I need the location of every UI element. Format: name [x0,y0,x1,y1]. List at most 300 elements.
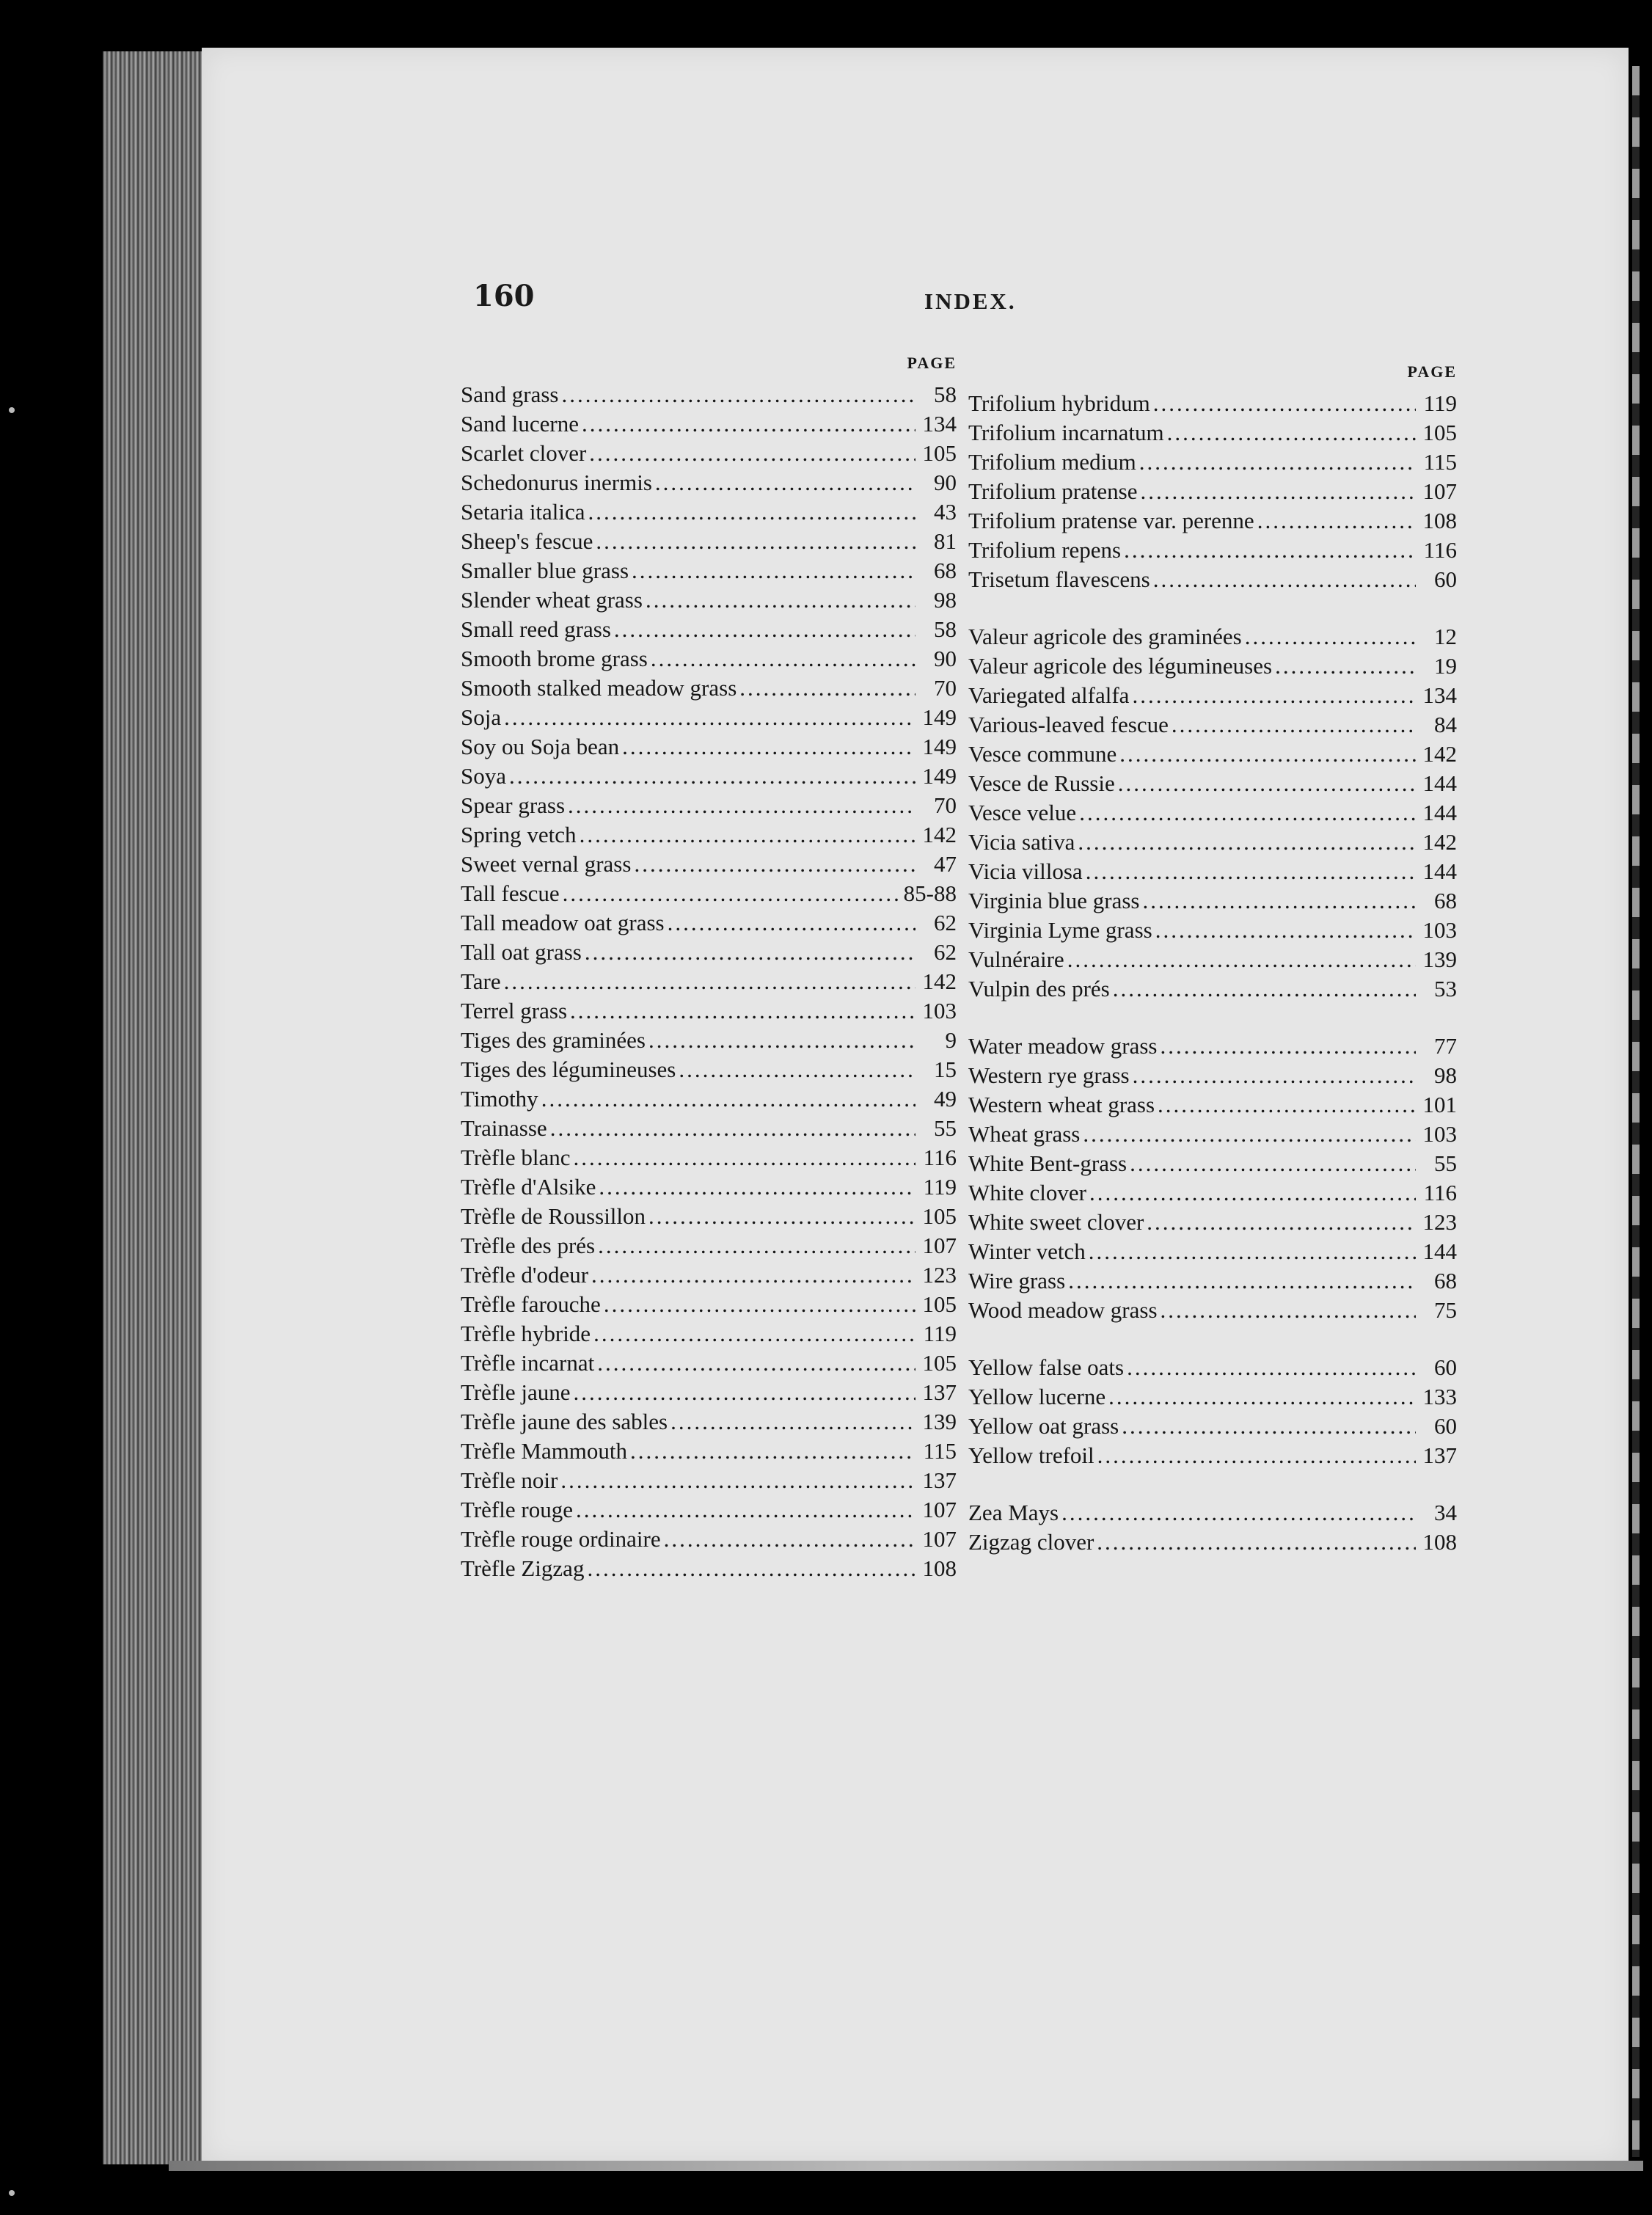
entry-page: 149 [922,734,957,759]
index-entry [461,585,957,615]
dot-leader [1119,740,1416,769]
entry-term: Trèfle incarnat [461,1350,595,1376]
dot-leader [648,1026,915,1055]
entry-page: 115 [1423,449,1457,475]
dot-leader [570,996,915,1026]
dot-leader [679,1055,915,1084]
entry-term: Yellow oat grass [968,1413,1119,1439]
index-entry [461,1055,957,1084]
index-entry [461,468,957,497]
index-entry [968,828,1457,857]
entry-term: Vulnéraire [968,946,1064,972]
entry-term: Trifolium repens [968,537,1122,563]
entry-term: Sheep's fescue [461,528,593,554]
dot-leader [585,938,915,967]
entry-page: 116 [1423,537,1457,563]
index-entry [968,740,1457,769]
index-entry [968,1120,1457,1149]
scan-speck [9,2190,15,2196]
index-entry [968,945,1457,974]
dot-leader [563,879,901,908]
entry-term: Tall fescue [461,880,560,906]
entry-term: Virginia blue grass [968,888,1140,913]
dot-leader [1127,1353,1416,1382]
entry-page: 137 [1422,1442,1457,1468]
index-entry [968,1296,1457,1325]
entry-page: 62 [934,939,957,965]
dot-leader [1108,1382,1416,1412]
entry-term: Schedonurus inermis [461,470,652,495]
entry-page: 105 [922,1350,957,1376]
index-entry [968,565,1457,594]
entry-term: Vesce de Russie [968,770,1115,796]
index-entry [968,389,1457,418]
entry-term: Small reed grass [461,616,611,642]
entry-term: Yellow false oats [968,1354,1125,1380]
entry-page: 43 [934,499,957,525]
index-entry [461,674,957,703]
entry-term: Trifolium hybridum [968,390,1150,416]
entry-term: Trèfle farouche [461,1291,601,1317]
dot-leader [1097,1441,1416,1470]
entry-page: 123 [1422,1209,1457,1235]
index-entry [968,1149,1457,1178]
dot-leader [1160,1032,1416,1061]
entry-term: Valeur agricole des graminées [968,624,1242,649]
index-entry [461,791,957,820]
dot-leader [1122,1412,1416,1441]
entry-page: 105 [922,1291,957,1317]
dot-leader [1068,1266,1416,1296]
entry-term: Sweet vernal grass [461,851,632,877]
entry-term: Virginia Lyme grass [968,917,1152,943]
dot-leader [598,1231,915,1260]
dot-leader [1083,1120,1416,1149]
entry-page: 105 [1422,420,1457,445]
dot-leader [1067,945,1416,974]
dot-leader [668,908,915,938]
entry-term: Western wheat grass [968,1092,1155,1117]
entry-term: Yellow trefoil [968,1442,1094,1468]
index-entry [968,710,1457,740]
dot-leader [1124,536,1416,565]
entry-page: 142 [1422,741,1457,767]
entry-page: 70 [934,792,957,818]
entry-page: 105 [922,1203,957,1229]
dot-leader [634,850,915,879]
dot-leader [1172,710,1416,740]
dot-leader [1147,1208,1416,1237]
entry-page: 137 [922,1467,957,1493]
entry-term: Wire grass [968,1268,1066,1293]
entry-page: 98 [1434,1062,1457,1088]
dot-leader [651,644,915,674]
entry-page: 142 [1422,829,1457,855]
index-entry [968,1032,1457,1061]
index-entry [461,1319,957,1349]
dot-leader [580,820,915,850]
entry-term: Trèfle rouge [461,1497,573,1522]
dot-leader [593,1319,915,1349]
index-entry [968,1061,1457,1090]
dot-leader [1132,681,1416,710]
index-entry [968,974,1457,1004]
entry-page: 139 [922,1409,957,1434]
dot-leader [655,468,915,497]
dot-leader [1078,828,1416,857]
entry-term: Trèfle blanc [461,1145,571,1170]
entry-page: 60 [1434,1413,1457,1439]
index-entry [968,1441,1457,1470]
index-entry [968,1528,1457,1557]
index-entry [461,938,957,967]
entry-term: Trifolium incarnatum [968,420,1164,445]
entry-term: Spring vetch [461,822,577,847]
index-entry [461,703,957,732]
dot-leader [1153,565,1416,594]
index-entry [968,506,1457,536]
dot-leader [1158,1090,1416,1120]
entry-term: Trèfle de Roussillon [461,1203,646,1229]
index-entry [968,622,1457,652]
index-entry [461,1143,957,1172]
entry-page: 81 [934,528,957,554]
index-entry [968,886,1457,916]
index-entry [968,1382,1457,1412]
index-entry [461,644,957,674]
index-entry [461,1437,957,1466]
dot-leader [646,585,915,615]
entry-term: Tall oat grass [461,939,582,965]
dot-leader [596,527,915,556]
dot-leader [1153,389,1416,418]
entry-term: Smooth stalked meadow grass [461,675,737,701]
entry-term: Variegated alfalfa [968,682,1130,708]
entry-term: Western rye grass [968,1062,1130,1088]
dot-leader [599,1172,915,1202]
entry-term: Setaria italica [461,499,585,525]
index-entry [968,1208,1457,1237]
entry-page: 12 [1434,624,1457,649]
index-entry [461,1290,957,1319]
entry-term: Trèfle des prés [461,1233,596,1258]
index-entry [968,1353,1457,1382]
dot-leader [604,1290,915,1319]
index-entry [461,1378,957,1407]
entry-term: Vicia sativa [968,829,1075,855]
entry-term: Trèfle hybride [461,1321,591,1346]
dot-leader [614,615,915,644]
entry-page: 142 [922,968,957,994]
entry-page: 62 [934,910,957,935]
entry-term: Water meadow grass [968,1033,1158,1059]
entry-page: 90 [934,646,957,671]
entry-page: 144 [1422,858,1457,884]
dot-leader [1097,1528,1416,1557]
entry-page: 103 [1422,917,1457,943]
entry-page: 85-88 [903,880,957,906]
index-entry [461,1026,957,1055]
index-entry [461,1084,957,1114]
dot-leader [1086,857,1416,886]
entry-page: 142 [922,822,957,847]
entry-page: 47 [934,851,957,877]
entry-page: 9 [945,1027,957,1053]
entry-term: White sweet clover [968,1209,1144,1235]
dot-leader [1079,798,1416,828]
entry-term: White Bent-grass [968,1150,1127,1176]
index-entry [461,380,957,409]
entry-page: 60 [1434,566,1457,592]
entry-page: 108 [922,1555,957,1581]
page-bottom-edge [169,2161,1643,2171]
entry-page: 75 [1434,1297,1457,1323]
entry-page: 149 [922,704,957,730]
index-entry [968,916,1457,945]
dot-leader [1140,477,1416,506]
dot-leader [632,556,915,585]
dot-leader [1161,1296,1416,1325]
dot-leader [576,1495,915,1525]
index-entry [461,1260,957,1290]
entry-term: Trifolium medium [968,449,1136,475]
entry-page: 90 [934,470,957,495]
entry-page: 108 [1422,508,1457,533]
dot-leader [504,703,915,732]
entry-page: 55 [934,1115,957,1141]
index-entry [461,409,957,439]
dot-leader [541,1084,915,1114]
dot-leader [1245,622,1416,652]
entry-page: 119 [923,1321,957,1346]
entry-term: Yellow lucerne [968,1384,1106,1409]
entry-page: 107 [922,1526,957,1552]
dot-leader [630,1437,915,1466]
entry-page: 108 [1422,1529,1457,1555]
entry-page: 103 [1422,1121,1457,1147]
entry-page: 60 [1434,1354,1457,1380]
index-column-right [968,355,1457,1557]
dot-leader [1142,886,1416,916]
entry-page: 68 [1434,888,1457,913]
entry-term: Vicia villosa [968,858,1083,884]
entry-page: 119 [923,1174,957,1200]
dot-leader [1118,769,1416,798]
entry-page: 58 [934,382,957,407]
entry-term: Various-leaved fescue [968,712,1169,737]
dot-leader [622,732,915,762]
dot-leader [739,674,915,703]
entry-term: Sand lucerne [461,411,579,437]
index-entry [968,536,1457,565]
entry-page: 49 [934,1086,957,1112]
entry-page: 144 [1422,770,1457,796]
column-header: PAGE [907,354,957,372]
entry-page: 103 [922,998,957,1023]
dot-leader [1167,418,1416,448]
dot-leader [1130,1149,1416,1178]
index-entry [968,1090,1457,1120]
entry-page: 134 [1422,682,1457,708]
index-entry [461,732,957,762]
index-entry [461,762,957,791]
dot-leader [1089,1178,1416,1208]
index-entry [461,996,957,1026]
book-page-edges [103,51,213,2164]
entry-term: Trifolium pratense [968,478,1138,504]
entry-page: 133 [1422,1384,1457,1409]
entry-term: Vulpin des prés [968,976,1110,1001]
entry-term: Trainasse [461,1115,547,1141]
dot-leader [591,1260,915,1290]
index-entry [461,967,957,996]
page-number: 160 [473,279,535,313]
entry-term: Trèfle Zigzag [461,1555,585,1581]
index-entry [461,879,957,908]
entry-term: Trèfle jaune des sables [461,1409,668,1434]
index-entry [968,1178,1457,1208]
entry-term: Tiges des légumineuses [461,1057,676,1082]
column-header: PAGE [1407,362,1457,381]
entry-term: Trifolium pratense var. perenne [968,508,1254,533]
dot-leader [504,967,915,996]
entry-page: 101 [1422,1092,1457,1117]
entry-page: 53 [1434,976,1457,1001]
entry-page: 34 [1434,1500,1457,1525]
index-entry [968,448,1457,477]
entry-term: Winter vetch [968,1238,1086,1264]
dot-leader [560,1466,915,1495]
index-entry [461,497,957,527]
index-entry [968,418,1457,448]
entry-page: 58 [934,616,957,642]
entry-page: 139 [1422,946,1457,972]
index-entry [461,1231,957,1260]
entry-term: Timothy [461,1086,538,1112]
entry-term: Trèfle noir [461,1467,558,1493]
entry-page: 19 [1434,653,1457,679]
entry-page: 55 [1434,1150,1457,1176]
index-entry [461,1114,957,1143]
running-head: INDEX. [924,288,1017,314]
entry-page: 134 [922,411,957,437]
index-entry [968,652,1457,681]
entry-page: 119 [1423,390,1457,416]
entry-term: Vesce commune [968,741,1117,767]
entry-term: Trèfle Mammouth [461,1438,628,1464]
entry-page: 123 [922,1262,957,1288]
dot-leader [1257,506,1416,536]
index-entry [461,439,957,468]
entry-term: Tall meadow oat grass [461,910,665,935]
dot-leader [664,1525,915,1554]
index-entry [968,1498,1457,1528]
entry-term: Terrel grass [461,998,568,1023]
index-entry [968,1412,1457,1441]
entry-term: Trèfle rouge ordinaire [461,1526,661,1552]
index-entry [461,908,957,938]
dot-leader [1155,916,1416,945]
index-entry [461,820,957,850]
entry-page: 116 [923,1145,957,1170]
entry-page: 98 [934,587,957,613]
entry-page: 107 [922,1497,957,1522]
index-entry [461,1172,957,1202]
dot-leader [568,791,915,820]
entry-term: Vesce velue [968,800,1077,825]
entry-page: 68 [934,558,957,583]
entry-term: Slender wheat grass [461,587,643,613]
entry-term: Soy ou Soja bean [461,734,620,759]
index-entry [461,1407,957,1437]
dot-leader [587,1554,915,1583]
dot-leader [1089,1237,1416,1266]
dot-leader [574,1378,915,1407]
entry-page: 107 [922,1233,957,1258]
entry-term: Sand grass [461,382,559,407]
entry-term: White clover [968,1180,1086,1205]
binding-edge [1632,66,1640,2157]
entry-term: Trèfle jaune [461,1379,571,1405]
entry-term: Tare [461,968,501,994]
dot-leader [1133,1061,1416,1090]
entry-page: 107 [1422,478,1457,504]
entry-term: Smaller blue grass [461,558,629,583]
entry-term: Smooth brome grass [461,646,648,671]
entry-term: Zigzag clover [968,1529,1094,1555]
entry-page: 115 [923,1438,957,1464]
entry-term: Spear grass [461,792,566,818]
entry-page: 15 [934,1057,957,1082]
dot-leader [582,409,915,439]
index-entry [461,556,957,585]
dot-leader [1275,652,1416,681]
dot-leader [561,380,915,409]
entry-term: Trisetum flavescens [968,566,1150,592]
entry-page: 70 [934,675,957,701]
entry-term: Wheat grass [968,1121,1081,1147]
dot-leader [1113,974,1416,1004]
entry-page: 105 [922,440,957,466]
dot-leader [670,1407,915,1437]
dot-leader [588,497,915,527]
entry-term: Tiges des graminées [461,1027,646,1053]
index-entry [461,527,957,556]
index-entry [461,1466,957,1495]
index-column-left [461,346,957,1583]
entry-term: Soja [461,704,502,730]
dot-leader [1139,448,1416,477]
entry-term: Scarlet clover [461,440,587,466]
entry-term: Wood meadow grass [968,1297,1158,1323]
entry-term: Soya [461,763,506,789]
entry-page: 137 [922,1379,957,1405]
index-entry [968,1266,1457,1296]
entry-page: 68 [1434,1268,1457,1293]
index-entry [968,798,1457,828]
entry-term: Valeur agricole des légumineuses [968,653,1273,679]
scan-speck [9,407,15,413]
dot-leader [597,1349,915,1378]
dot-leader [574,1143,915,1172]
index-entry [461,850,957,879]
index-entry [968,477,1457,506]
entry-term: Trèfle d'Alsike [461,1174,596,1200]
entry-page: 144 [1422,800,1457,825]
dot-leader [589,439,915,468]
entry-page: 77 [1434,1033,1457,1059]
index-entry [968,769,1457,798]
